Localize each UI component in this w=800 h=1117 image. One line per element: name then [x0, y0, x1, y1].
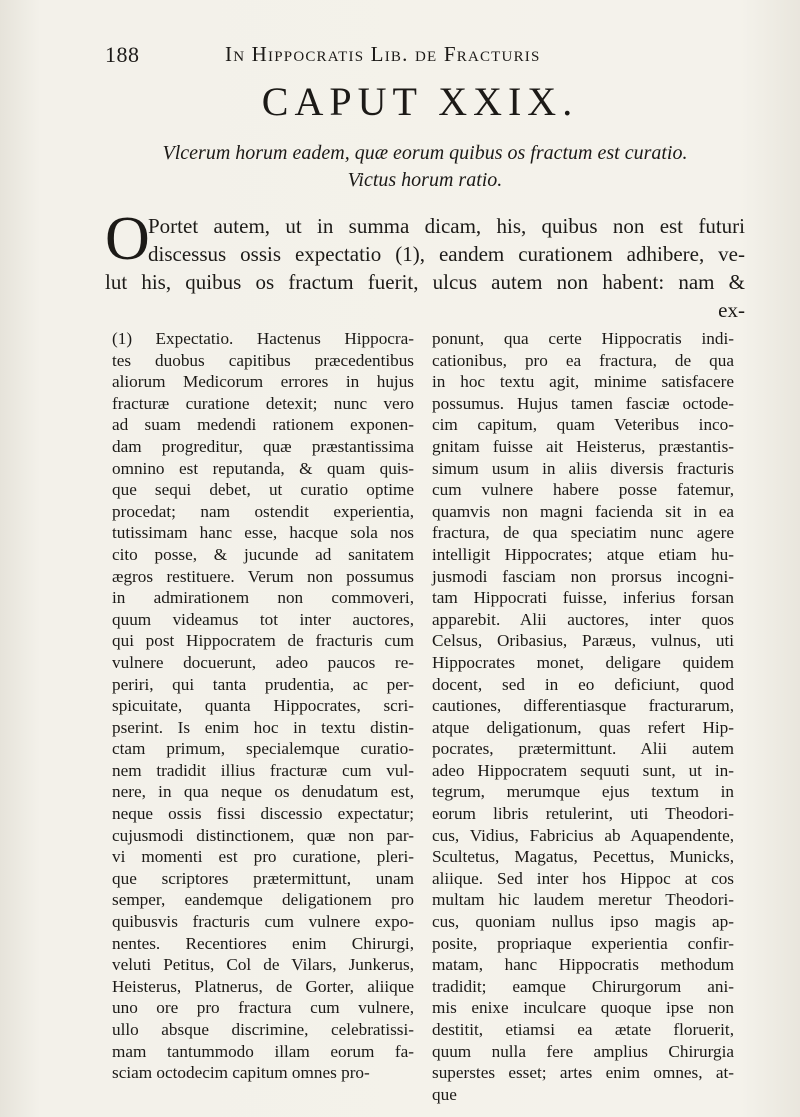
footnote-line: neque ossis fissi discessio expectatur;	[112, 804, 414, 824]
footnote-line: tradidit; eamque Chirurgorum ani-	[432, 976, 734, 996]
footnote-line: nem tradidit illius fracturæ cum vul-	[112, 760, 414, 780]
summary-line: Victus horum ratio.	[347, 169, 503, 191]
footnote-line: nentes. Recentiores enim Chirurgi,	[112, 933, 414, 953]
footnote-line: ægros restituere. Verum non possumus	[112, 566, 414, 586]
footnote-line: fracturæ curatione detexit; nunc vero	[112, 393, 414, 413]
footnote-line: fractura, de qua speciatim nunc agere	[432, 523, 734, 543]
footnote-line: superstes esset; artes enim omnes, at-	[432, 1063, 734, 1083]
footnote-line: ullo absque discrimine, celebratissi-	[112, 1020, 414, 1039]
footnote-line: cujusmodi distinctionem, quæ non par-	[112, 825, 414, 845]
footnote-right-column	[432, 328, 734, 1105]
footnote-line: que scriptores prætermittunt, unam	[112, 868, 414, 888]
footnote-line: ad suam medendi rationem exponen-	[112, 415, 414, 435]
footnote-line: tes duobus capitibus præcedentibus	[112, 350, 414, 370]
main-text-line: lut his, quibus os fractum fuerit, ulcus autem non habent: nam &	[105, 270, 745, 294]
summary-line: Vlcerum horum eadem, quæ eorum quibus os fractum est curatio.	[162, 142, 688, 164]
footnote-left-column	[112, 328, 414, 1084]
footnote-line: mis enixe inculcare quoque ipse non	[432, 998, 734, 1018]
footnote-line: eorum libris retulerint, uti Theodori-	[432, 804, 734, 824]
main-text-line: ex-	[718, 298, 745, 322]
footnote-line: cationibus, pro ea fractura, de qua	[432, 350, 734, 370]
footnote-line: tutissimam hanc esse, hacque sola nos	[112, 523, 414, 543]
footnote-line: mam tantummodo illam eorum fa-	[112, 1041, 414, 1061]
footnote-line: pserint. Is enim hoc in textu distin-	[112, 717, 414, 737]
footnote-line: gnitam fuisse ait Heisterus, præstantis-	[432, 436, 734, 456]
footnote-line: Scultetus, Magatus, Pecettus, Municks,	[432, 847, 734, 867]
footnote-line: simum usum in aliis diversis fracturis	[432, 458, 734, 478]
running-title: In Hippocratis Lib. de Fracturis	[225, 42, 541, 66]
main-text-line: discessus ossis expectatio (1), eandem curationem adhibere, ve-	[148, 242, 745, 266]
footnote-line: adeo Hippocratem sequuti sunt, ut in-	[432, 760, 734, 780]
footnote-line: cum vulnere habere posse fatemur,	[432, 480, 734, 500]
running-head	[105, 42, 745, 72]
footnote-line: intelligit Hippocrates; atque etiam hu-	[432, 544, 734, 564]
footnote-line: semper, eandemque deligationem pro	[112, 890, 414, 910]
footnote-line: cus, quoniam nullus ipso magis ap-	[432, 912, 734, 932]
footnote-line: cim capitum, quam Veteribus inco-	[432, 415, 734, 435]
footnote-line: procedat; nam ostendit experientia,	[112, 501, 414, 521]
footnote-line: cito posse, & jucunde ad sanitatem	[112, 544, 414, 564]
footnote-line: posite, propriaque experientia confir-	[432, 933, 734, 953]
footnote-line: multam hic laudem meretur Theodori-	[432, 890, 734, 910]
footnote-line: que	[432, 1084, 457, 1104]
footnote-line: quum videamus tot inter auctores,	[112, 609, 414, 629]
main-text	[105, 212, 745, 324]
footnote-line: sciam octodecim capitum omnes pro-	[112, 1063, 370, 1083]
footnote-line: qui post Hippocratem de fracturis cum	[112, 631, 414, 651]
footnote-line: dam progreditur, quæ præstantissima	[112, 436, 414, 456]
footnote-line: quibusvis fracturis cum vulnere expo-	[112, 912, 414, 932]
footnote-line: spicuitate, quanta Hippocrates, scri-	[112, 696, 414, 716]
footnote-line: Celsus, Oribasius, Paræus, vulnus, uti	[432, 631, 734, 651]
footnote-line: atque deligationum, quas refert Hip-	[432, 717, 734, 737]
footnote-line: in admirationem non commoveri,	[112, 588, 414, 608]
footnote-line: cus, Vidius, Fabricius ab Aquapendente,	[432, 825, 734, 845]
footnote-line: vulnere docuerunt, adeo paucos re-	[112, 652, 414, 672]
footnote-line: Hippocrates monet, deligare quidem	[432, 652, 734, 672]
drop-cap: O	[105, 205, 150, 273]
footnote-line: aliorum Medicorum errores in hujus	[112, 372, 414, 392]
footnote-line: in hoc textu agit, minime satisfacere	[432, 372, 734, 392]
footnote-line: ctam primum, specialemque curatio-	[112, 739, 414, 759]
footnote-line: ponunt, qua certe Hippocratis indi-	[432, 329, 734, 348]
footnote-line: quum nulla fere amplius Chirurgia	[432, 1041, 734, 1061]
footnote-line: destitit, etiamsi ea ætate floruerit,	[432, 1020, 734, 1039]
footnote-line: quamvis non magni facienda sit in ea	[432, 501, 734, 521]
footnote-line: que sequi debet, ut curatio optime	[112, 480, 414, 500]
footnote-line: possumus. Hujus tamen fasciæ octode-	[432, 393, 734, 413]
footnote-line: omnino est reputanda, & quam quis-	[112, 458, 414, 478]
page-number: 188	[105, 42, 140, 67]
footnote-line: tegrum, merumque ejus textum in	[432, 782, 734, 802]
footnote-line: periri, qui tanta prudentia, ac per-	[112, 674, 414, 694]
chapter-heading: CAPUT XXIX.	[261, 79, 579, 124]
footnote-line: cautiones, differentiasque fracturarum,	[432, 696, 734, 716]
footnote-columns	[112, 328, 752, 1108]
footnote-line: pocrates, prætermittunt. Alii autem	[432, 739, 734, 759]
footnote-line: nere, in qua neque os denudatum est,	[112, 782, 414, 802]
footnote-line: Heisterus, Platnerus, de Gorter, aliique	[112, 976, 414, 996]
footnote-line: uno ore pro fractura cum vulnere,	[112, 998, 414, 1018]
footnote-line: aliique. Sed inter hos Hippoc at cos	[432, 868, 734, 888]
footnote-line: vi momenti est pro curatione, pleri-	[112, 847, 414, 867]
footnote-line: docent, sed in eo deficiunt, quod	[432, 674, 734, 694]
footnote-line: veluti Petitus, Col de Vilars, Junkerus,	[112, 955, 414, 975]
footnote-line: (1) Expectatio. Hactenus Hippocra-	[112, 329, 414, 348]
footnote-line: apparebit. Alii auctores, inter quos	[432, 609, 734, 629]
chapter-summary	[110, 140, 740, 194]
footnote-line: jusmodi fasciam non prorsus incogni-	[432, 566, 734, 586]
footnote-line: tam Hippocrati fuisse, inferius forsan	[432, 588, 734, 608]
footnote-line: matam, hanc Hippocratis methodum	[432, 955, 734, 975]
main-text-line: Portet autem, ut in summa dicam, his, quibus non est futuri	[148, 214, 745, 238]
